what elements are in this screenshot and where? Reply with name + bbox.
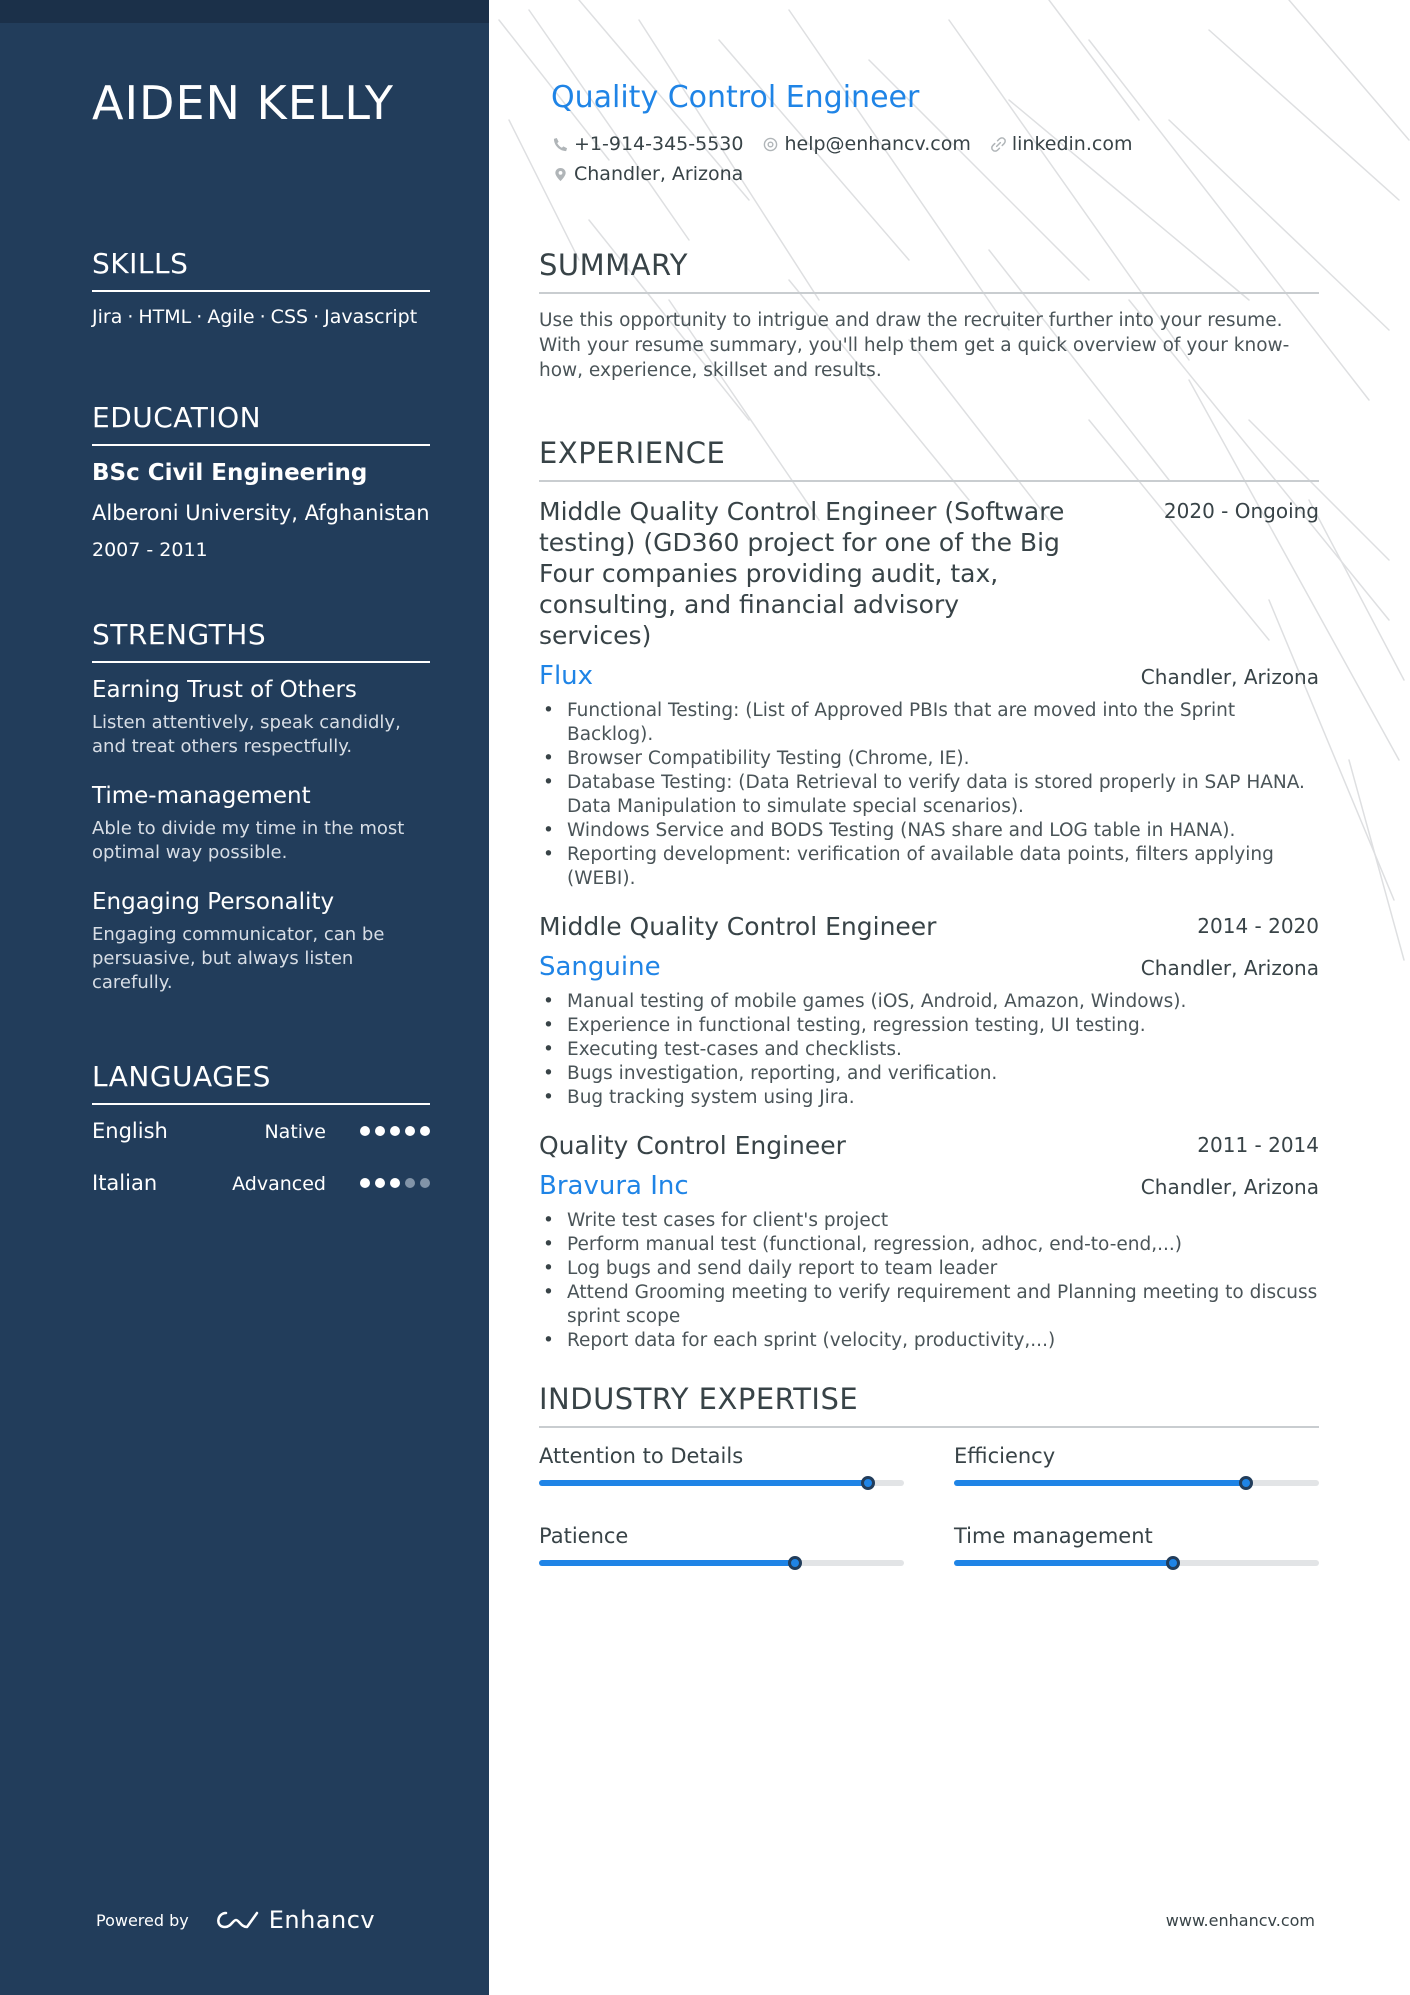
expertise-bar	[539, 1480, 904, 1486]
enhancv-brand-name: Enhancv	[268, 1906, 376, 1934]
bullet-item: • Experience in functional testing, regression testing, UI testing.	[539, 1014, 1319, 1038]
sidebar	[0, 0, 489, 1995]
strength-item	[92, 889, 430, 995]
job-role: Quality Control Engineer	[539, 1131, 846, 1160]
linkedin-url: linkedin.com	[1011, 133, 1133, 155]
strength-title: Time-management	[92, 783, 311, 809]
job-location: Chandler, Arizona	[1140, 956, 1319, 980]
language-row	[92, 1171, 430, 1223]
expertise-bar-fill	[539, 1480, 868, 1486]
strengths-heading: STRENGTHS	[92, 618, 430, 663]
contact-linkedin[interactable]	[991, 133, 1133, 155]
contact-location	[553, 163, 743, 185]
location-pin-icon	[553, 167, 568, 182]
company-name: Flux	[539, 661, 594, 691]
language-name: English	[92, 1119, 168, 1143]
expertise-bar-knob	[788, 1556, 802, 1570]
proficiency-dot	[405, 1178, 415, 1188]
expertise-bar-fill	[539, 1560, 795, 1566]
language-level: Native	[264, 1121, 326, 1143]
languages-heading: LANGUAGES	[92, 1060, 430, 1105]
industry-expertise-section	[539, 1382, 1319, 1566]
skill-separator: ·	[313, 306, 320, 328]
expertise-bar-knob	[1239, 1476, 1253, 1490]
expertise-label: Efficiency	[954, 1444, 1056, 1468]
bullet-item: • Write test cases for client's project	[539, 1209, 1319, 1233]
expertise-item	[954, 1524, 1319, 1566]
education-section	[92, 401, 430, 561]
strengths-section	[92, 618, 430, 1019]
bullet-item: • Reporting development: verification of available data points, filters applying (WEBI).	[539, 843, 1319, 891]
experience-entry	[539, 1130, 1319, 1353]
job-role: Middle Quality Control Engineer (Software testing) (GD360 project for one of the Big Four companies providing audit, tax, consulting, and financial advisory services)	[539, 497, 1065, 650]
language-proficiency-dots	[360, 1126, 430, 1136]
summary-heading: SUMMARY	[539, 248, 1319, 294]
proficiency-dot	[390, 1126, 400, 1136]
education-dates: 2007 - 2011	[92, 539, 208, 561]
strength-item	[92, 783, 430, 865]
education-heading: EDUCATION	[92, 401, 430, 446]
proficiency-dot	[420, 1126, 430, 1136]
skills-section	[92, 247, 430, 328]
proficiency-dot	[375, 1126, 385, 1136]
experience-entry	[539, 496, 1319, 891]
at-icon	[763, 137, 778, 152]
strength-description: Engaging communicator, can be persuasive, but always listen carefully.	[92, 924, 385, 993]
expertise-label: Time management	[954, 1524, 1153, 1548]
bullet-item: • Browser Compatibility Testing (Chrome, IE).	[539, 747, 1319, 771]
proficiency-dot	[420, 1178, 430, 1188]
powered-by-label: Powered by	[96, 1910, 189, 1930]
strength-description: Able to divide my time in the most optimal way possible.	[92, 818, 405, 863]
job-dates: 2014 - 2020	[1197, 914, 1319, 938]
strength-title: Earning Trust of Others	[92, 677, 357, 703]
expertise-bar	[539, 1560, 904, 1566]
expertise-item	[539, 1444, 904, 1486]
skill-item: Javascript	[324, 306, 418, 328]
experience-entry	[539, 911, 1319, 1110]
skill-separator: ·	[127, 306, 134, 328]
industry-expertise-heading: INDUSTRY EXPERTISE	[539, 1382, 1319, 1428]
expertise-item	[954, 1444, 1319, 1486]
language-name: Italian	[92, 1171, 158, 1195]
job-bullets	[539, 699, 1319, 891]
job-dates: 2011 - 2014	[1197, 1133, 1319, 1157]
link-icon	[991, 137, 1006, 152]
language-proficiency-dots	[360, 1178, 430, 1188]
bullet-item: • Bug tracking system using Jira.	[539, 1086, 1319, 1110]
bullet-item: • Functional Testing: (List of Approved PBIs that are moved into the Sprint Backlog).	[539, 699, 1319, 747]
bullet-item: • Bugs investigation, reporting, and verification.	[539, 1062, 1319, 1086]
contact-phone[interactable]	[553, 133, 743, 155]
skill-item: CSS	[270, 306, 309, 328]
languages-section	[92, 1060, 430, 1223]
bullet-item: • Log bugs and send daily report to team leader	[539, 1257, 1319, 1281]
expertise-bar	[954, 1560, 1319, 1566]
degree: BSc Civil Engineering	[92, 460, 368, 486]
summary-text: Use this opportunity to intrigue and draw the recruiter further into your resume. With your resume summary, you'll help them get a quick overview of your know-how, experience, skillset and results.	[539, 310, 1290, 381]
language-level: Advanced	[232, 1173, 326, 1195]
experience-heading: EXPERIENCE	[539, 436, 1319, 482]
enhancv-logo-icon	[213, 1909, 259, 1931]
skill-item: Agile	[207, 306, 255, 328]
expertise-item	[539, 1524, 904, 1566]
company-name: Bravura Inc	[539, 1171, 689, 1201]
strength-title: Engaging Personality	[92, 889, 335, 915]
expertise-label: Attention to Details	[539, 1444, 744, 1468]
proficiency-dot	[405, 1126, 415, 1136]
job-bullets	[539, 990, 1319, 1110]
job-location: Chandler, Arizona	[1140, 665, 1319, 689]
bullet-item: • Windows Service and BODS Testing (NAS share and LOG table in HANA).	[539, 819, 1319, 843]
proficiency-dot	[390, 1178, 400, 1188]
company-name: Sanguine	[539, 952, 661, 982]
bullet-item: • Database Testing: (Data Retrieval to verify data is stored properly in SAP HANA. Data Manipulation to simulate special scenarios).	[539, 771, 1319, 819]
phone-icon	[553, 137, 568, 152]
candidate-name: AIDEN KELLY	[92, 76, 395, 130]
job-title: Quality Control Engineer	[551, 80, 920, 115]
school: Alberoni University, Afghanistan	[92, 501, 430, 525]
skills-heading: SKILLS	[92, 247, 430, 292]
job-bullets	[539, 1209, 1319, 1353]
strength-description: Listen attentively, speak candidly, and treat others respectfully.	[92, 712, 401, 757]
skill-separator: ·	[196, 306, 203, 328]
expertise-bar-fill	[954, 1560, 1173, 1566]
website-link[interactable]: www.enhancv.com	[1165, 1911, 1315, 1930]
proficiency-dot	[360, 1178, 370, 1188]
skill-item: HTML	[138, 306, 192, 328]
expertise-bar	[954, 1480, 1319, 1486]
summary-section	[539, 248, 1319, 383]
email-address: help@enhancv.com	[784, 133, 971, 155]
skill-item: Jira	[92, 306, 123, 328]
job-role: Middle Quality Control Engineer	[539, 912, 937, 941]
strength-item	[92, 677, 430, 759]
location-text: Chandler, Arizona	[574, 163, 744, 185]
bullet-item: • Report data for each sprint (velocity, productivity,...)	[539, 1329, 1319, 1353]
expertise-bar-knob	[1166, 1556, 1180, 1570]
proficiency-dot	[360, 1126, 370, 1136]
bullet-item: • Executing test-cases and checklists.	[539, 1038, 1319, 1062]
proficiency-dot	[375, 1178, 385, 1188]
expertise-bar-fill	[954, 1480, 1246, 1486]
bullet-item: • Manual testing of mobile games (iOS, Android, Amazon, Windows).	[539, 990, 1319, 1014]
phone-number: +1-914-345-5530	[574, 133, 744, 155]
enhancv-logo[interactable]	[213, 1906, 375, 1934]
contact-email[interactable]	[763, 133, 970, 155]
skills-list	[92, 306, 430, 328]
skill-separator: ·	[259, 306, 266, 328]
bullet-item: • Attend Grooming meeting to verify requirement and Planning meeting to discuss sprint scope	[539, 1281, 1319, 1329]
job-location: Chandler, Arizona	[1140, 1175, 1319, 1199]
expertise-bar-knob	[861, 1476, 875, 1490]
job-dates: 2020 - Ongoing	[1163, 499, 1319, 523]
contact-info	[553, 133, 1132, 193]
experience-section	[539, 436, 1319, 1373]
main-content	[539, 0, 1319, 1995]
expertise-label: Patience	[539, 1524, 629, 1548]
language-row	[92, 1119, 430, 1171]
powered-by	[96, 1906, 375, 1934]
sidebar-top-bar	[0, 0, 489, 23]
bullet-item: • Perform manual test (functional, regression, adhoc, end-to-end,...)	[539, 1233, 1319, 1257]
